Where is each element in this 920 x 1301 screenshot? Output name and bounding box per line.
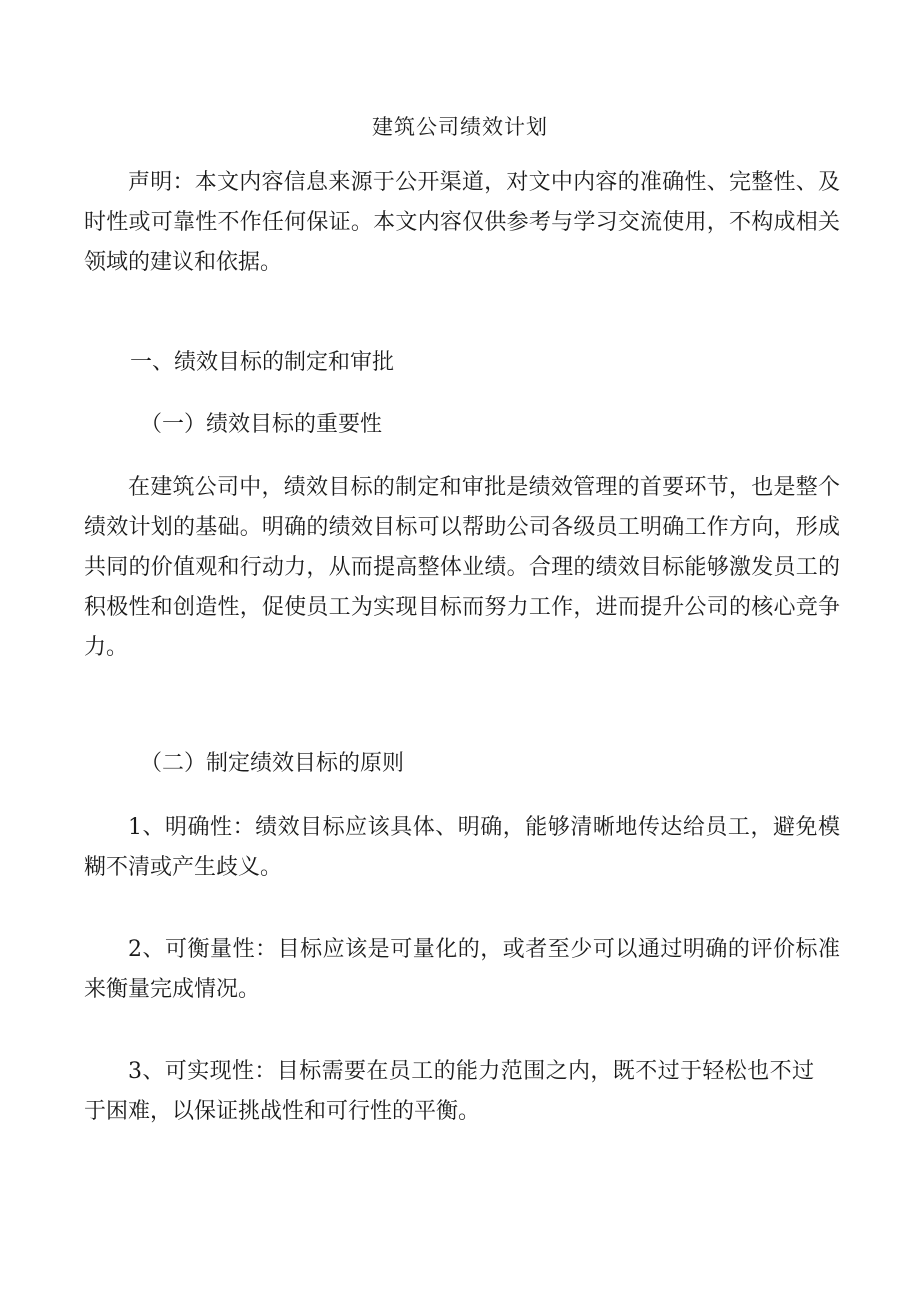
subsection-heading-2: （二）制定绩效目标的原则 <box>140 751 405 776</box>
subsection-heading-1: （一）绩效目标的重要性 <box>140 412 383 437</box>
section-heading-1: 一、绩效目标的制定和审批 <box>130 350 395 375</box>
document-title: 建筑公司绩效计划 <box>372 115 548 139</box>
principle-item-3: 3、可实现性：目标需要在员工的能力范围之内，既不过于轻松也不过于困难，以保证挑战性和可行性的平衡。 <box>84 1059 814 1124</box>
importance-paragraph: 在建筑公司中，绩效目标的制定和审批是绩效管理的首要环节，也是整个绩效计划的基础。明确的绩效目标可以帮助公司各级员工明确工作方向，形成共同的价值观和行动力，从而提高整体业绩。合理的绩效目标能够激发员工的积极性和创造性，促使员工为实现目标而努力工作，进而提升公司的核心竞争力。 <box>84 475 840 660</box>
principle-item-2: 2、可衡量性：目标应该是可量化的，或者至少可以通过明确的评价标准来衡量完成情况。 <box>84 937 840 1002</box>
principle-item-1: 1、明确性：绩效目标应该具体、明确，能够清晰地传达给员工，避免模糊不清或产生歧义。 <box>84 815 840 880</box>
disclaimer-paragraph: 声明：本文内容信息来源于公开渠道，对文中内容的准确性、完整性、及时性或可靠性不作任何保证。本文内容仅供参考与学习交流使用，不构成相关领域的建议和依据。 <box>84 170 840 275</box>
